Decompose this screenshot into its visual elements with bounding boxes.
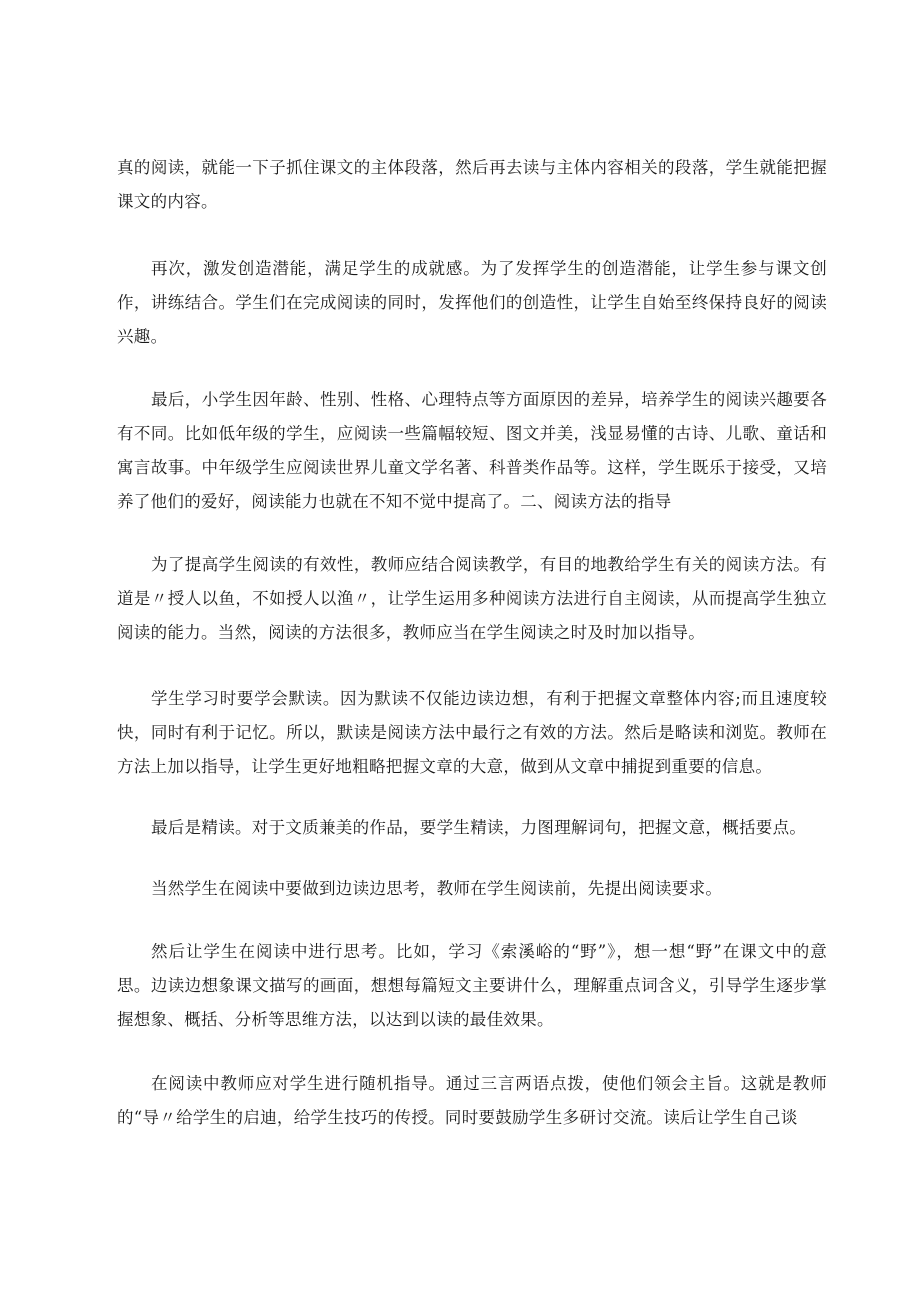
paragraph-9: 在阅读中教师应对学生进行随机指导。通过三言两语点拨，使他们领会主旨。这就是教师的“导〃给学生的启迪，给学生技巧的传授。同时要鼓励学生多研讨交流。读后让学生自己谈 bbox=[117, 1074, 827, 1127]
paragraph-1: 真的阅读，就能一下子抓住课文的主体段落，然后再去读与主体内容相关的段落，学生就能把握课文的内容。 bbox=[117, 158, 827, 211]
paragraph-4: 为了提高学生阅读的有效性，教师应结合阅读教学，有目的地教给学生有关的阅读方法。有道是〃授人以鱼，不如授人以渔〃，让学生运用多种阅读方法进行自主阅读，从而提高学生独立阅读的能力。当然，阅读的方法很多，教师应当在学生阅读之时及时加以指导。 bbox=[117, 555, 827, 642]
paragraph-7: 当然学生在阅读中要做到边读边思考，教师在学生阅读前，先提出阅读要求。 bbox=[151, 879, 723, 898]
paragraph-5: 学生学习时要学会默读。因为默读不仅能边读边想，有利于把握文章整体内容;而且速度较快，同时有利于记忆。所以，默读是阅读方法中最行之有效的方法。然后是略读和浏览。教师在方法上加以指导，让学生更好地粗略把握文章的大意，做到从文章中捕捉到重要的信息。 bbox=[117, 689, 827, 776]
paragraph-3: 最后，小学生因年龄、性别、性格、心理特点等方面原因的差异，培养学生的阅读兴趣要各有不同。比如低年级的学生，应阅读一些篇幅较短、图文并美，浅显易懂的古诗、儿歌、童话和寓言故事。中年级学生应阅读世界儿童文学名著、科普类作品等。这样，学生既乐于接受，又培养了他们的爱好，阅读能力也就在不知不觉中提高了。二、阅读方法的指导 bbox=[117, 390, 827, 511]
paragraph-6: 最后是精读。对于文质兼美的作品，要学生精读，力图理解词句，把握文意，概括要点。 bbox=[151, 818, 807, 837]
paragraph-8: 然后让学生在阅读中进行思考。比如，学习《索溪峪的“野”》，想一想“野”在课文中的意思。边读边想象课文描写的画面，想想每篇短文主要讲什么，理解重点词含义，引导学生逐步掌握想象、概括、分析等思维方法，以达到以读的最佳效果。 bbox=[117, 942, 827, 1029]
paragraph-2: 再次，激发创造潜能，满足学生的成就感。为了发挥学生的创造潜能，让学生参与课文创作，讲练结合。学生们在完成阅读的同时，发挥他们的创造性，让学生自始至终保持良好的阅读兴趣。 bbox=[117, 259, 827, 346]
